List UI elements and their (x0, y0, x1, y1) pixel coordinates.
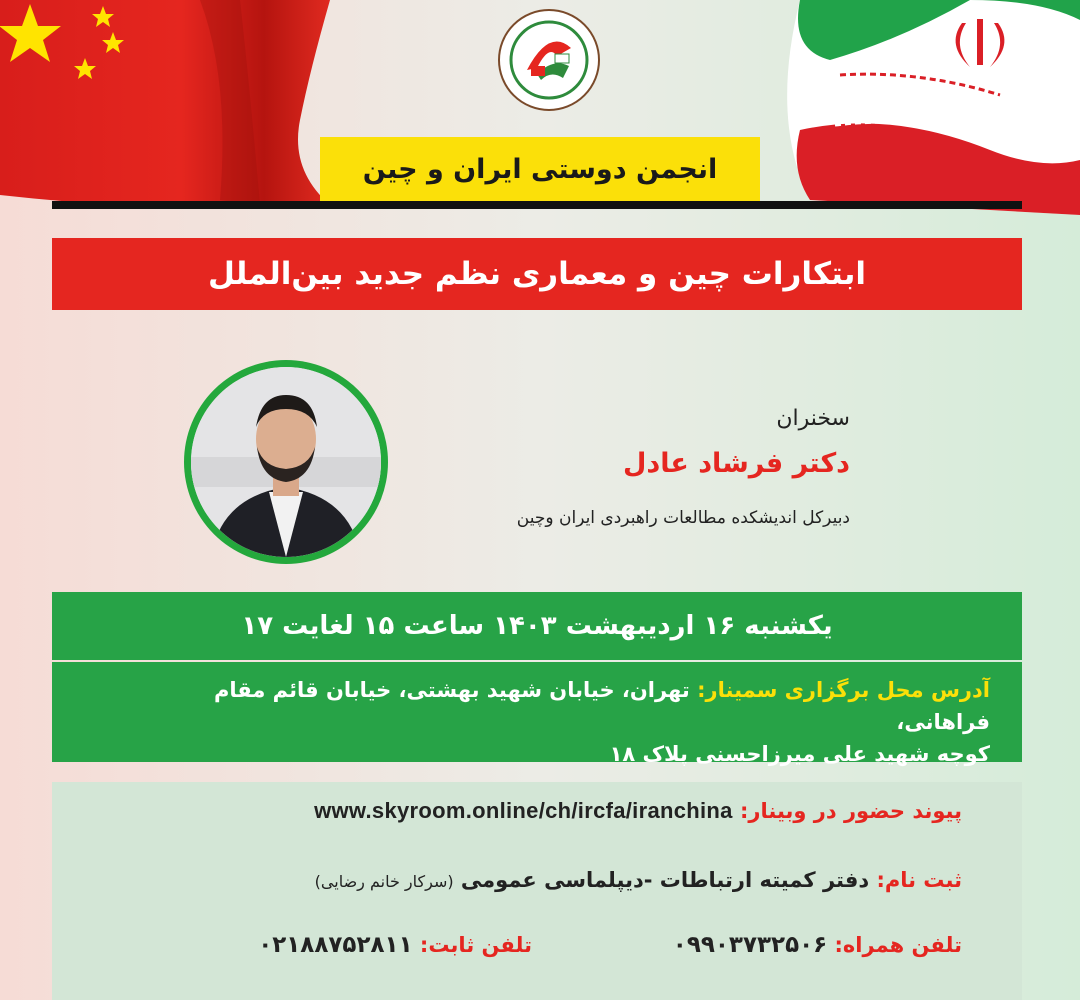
china-flag-image (0, 0, 340, 215)
speaker-portrait-icon (191, 367, 381, 557)
address-block (160, 674, 990, 770)
address-line-2: کوچه شهید علی میرزاحسنی پلاک ۱۸ (609, 742, 990, 766)
mobile-number[interactable]: ۰۹۹۰۳۷۳۲۵۰۶ (672, 932, 828, 958)
registration-note: (سرکار خانم رضایی) (314, 872, 454, 891)
webinar-label: پیوند حضور در وبینار: (740, 799, 962, 823)
landline-row (258, 932, 532, 958)
registration-row (315, 868, 962, 892)
speaker-role: دبیرکل اندیشکده مطالعات راهبردی ایران وچین (516, 508, 850, 528)
landline-number[interactable]: ۰۲۱۸۸۷۵۲۸۱۱ (258, 932, 413, 958)
address-line-1 (160, 674, 990, 738)
speaker-label: سخنران (776, 406, 850, 431)
webinar-row (314, 798, 962, 824)
society-logo (497, 8, 601, 112)
mobile-label: تلفن همراه: (834, 933, 962, 957)
speaker-photo (191, 367, 381, 557)
banner-underline (52, 201, 1022, 209)
event-title-bar (52, 238, 1022, 310)
iran-flag-image (740, 0, 1080, 215)
speaker-name: دکتر فرشاد عادل (622, 448, 850, 479)
event-title: ابتکارات چین و معماری نظم جدید بین‌الملل (207, 256, 866, 292)
webinar-link[interactable]: www.skyroom.online/ch/ircfa/iranchina (314, 798, 733, 823)
speaker-photo-frame (184, 360, 388, 564)
address-label: آدرس محل برگزاری سمینار: (697, 678, 990, 702)
date-bar (52, 592, 1022, 660)
society-name: انجمن دوستی ایران و چین (362, 153, 718, 185)
registration-label: ثبت نام: (876, 868, 962, 892)
registration-value: دفتر کمیته ارتباطات -دیپلماسی عمومی (460, 868, 870, 892)
mobile-row (673, 932, 962, 958)
address-line-1-text: تهران، خیابان شهید بهشتی، خیابان قائم مقام فراهانی، (213, 678, 990, 734)
landline-label: تلفن ثابت: (419, 933, 532, 957)
event-datetime: یکشنبه ۱۶ اردیبهشت ۱۴۰۳ ساعت ۱۵ لغایت ۱۷ (241, 611, 833, 641)
